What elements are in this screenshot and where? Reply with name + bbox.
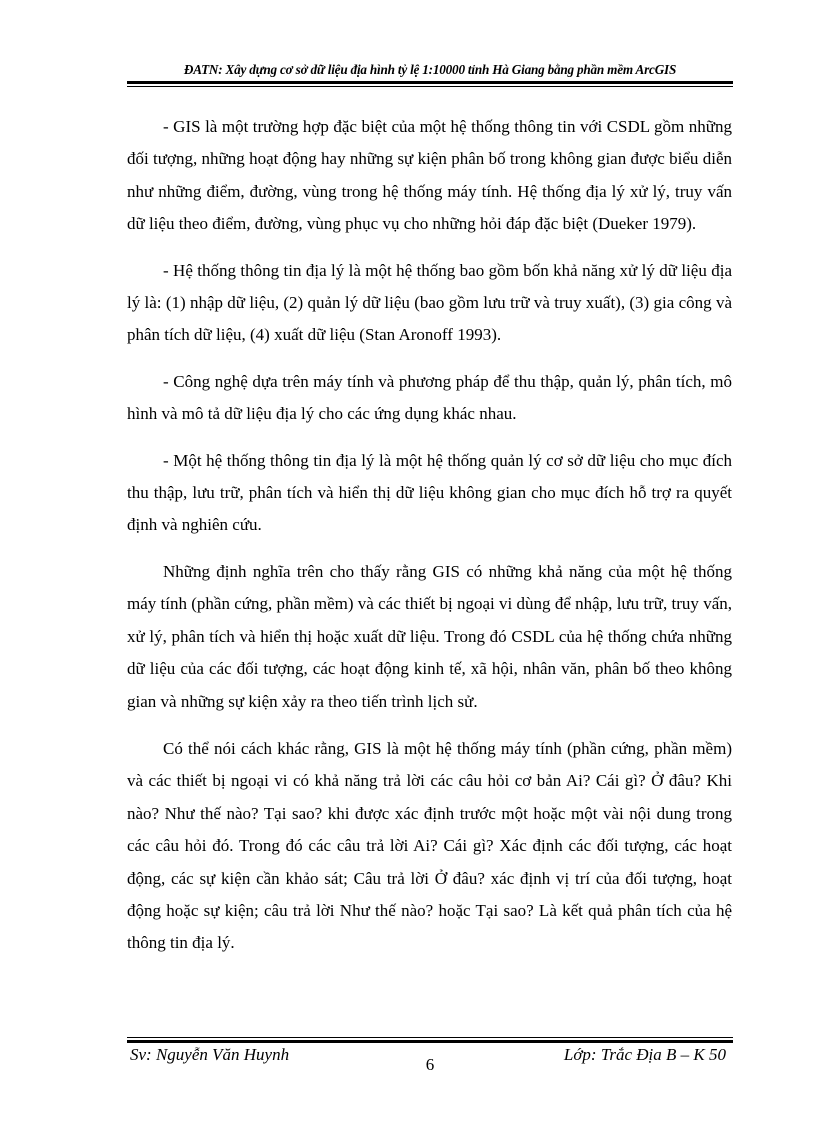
paragraph-gis-definition-1: - GIS là một trường hợp đặc biệt của một hệ thống thông tin với CSDL gồm những đối tượng, những hoạt động hay những sự kiện phân bố trong không gian được biểu diễn như những điểm, đường, vùng trong hệ thống máy tính. Hệ thống địa lý xử lý, truy vấn dữ liệu theo điểm, đường, vùng phục vụ cho những hỏi đáp đặc biệt (Dueker 1979). [127,117,732,234]
paragraph-gis-questions: Có thể nói cách khác rằng, GIS là một hệ thống máy tính (phần cứng, phần mềm) và các thiết bị ngoại vi có khả năng trả lời các câu hỏi cơ bản Ai? Cái gì? Ở đâu? Khi nào? Như thế nào? Tại sao? khi được xác định trước một hoặc một vài nội dung trong các câu hỏi đó. Trong đó các câu trả lời Ai? Cái gì? Xác định các đối tượng, các hoạt động, các sự kiện cần khảo sát; Câu trả lời Ở đâu? xác định vị trí của đối tượng, hoạt động hoặc sự kiện; câu trả lời Như thế nào? hoặc Tại sao? Là kết quả phân tích của hệ thông tin địa lý. [127,738,732,953]
paragraph-gis-definition-4: - Một hệ thống thông tin địa lý là một hệ thống quản lý cơ sở dữ liệu cho mục đích thu thập, lưu trữ, phân tích và hiển thị dữ liệu không gian cho mục đích hỗ trợ ra quyết định và nghiên cứu. [127,450,732,535]
paragraph-gis-definition-2: - Hệ thống thông tin địa lý là một hệ thống bao gồm bốn khả năng xử lý dữ liệu địa lý là: (1) nhập dữ liệu, (2) quản lý dữ liệu (bao gồm lưu trữ và truy xuất), (3) gia công và phân tích dữ liệu, (4) xuất dữ liệu (Stan Aronoff 1993). [127,260,732,345]
footer-class: Lớp: Trắc Địa B – K 50 [563,1045,726,1064]
header-rule-thin [127,86,733,87]
running-header-title: ĐATN: Xây dựng cơ sở dữ liệu địa hình tỷ lệ 1:10000 tỉnh Hà Giang bằng phần mềm ArcGIS [183,62,677,77]
footer-rule [127,1040,733,1043]
page-number: 6 [425,1055,435,1074]
header-rule [127,81,733,84]
body-text [127,111,732,974]
footer-rule-thin [127,1037,733,1038]
paragraph-gis-capabilities: Những định nghĩa trên cho thấy rằng GIS có những khả năng của một hệ thống máy tính (phần cứng, phần mềm) và các thiết bị ngoại vi dùng để nhập, lưu trữ, truy vấn, xử lý, phân tích và hiển thị hoặc xuất dữ liệu. Trong đó CSDL của hệ thống chứa những dữ liệu của các đối tượng, các hoạt động kinh tế, xã hội, nhân văn, phân bố theo không gian và những sự kiện xảy ra theo tiến trình lịch sử. [127,561,732,711]
paragraph-gis-definition-3: - Công nghệ dựa trên máy tính và phương pháp để thu thập, quản lý, phân tích, mô hình và mô tả dữ liệu địa lý cho các ứng dụng khác nhau. [127,371,732,424]
footer-student-name: Sv: Nguyễn Văn Huynh [130,1045,290,1064]
